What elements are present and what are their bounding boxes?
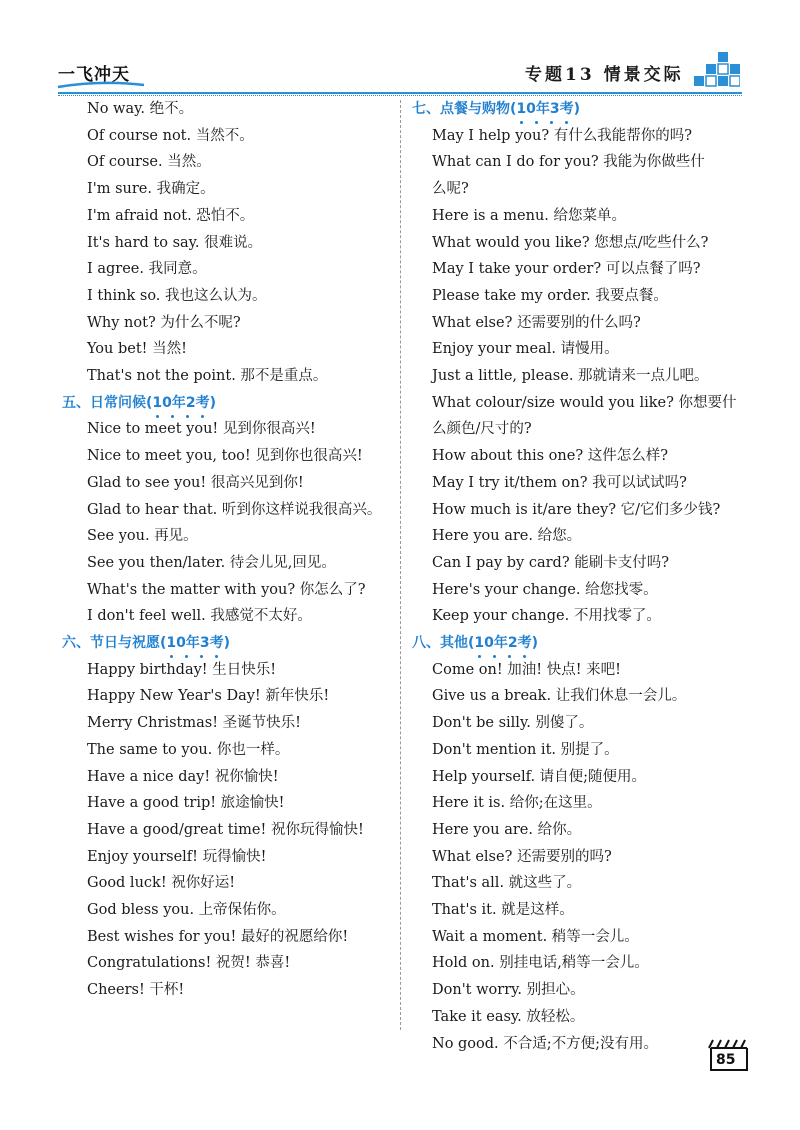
phrase-line: Here it is. 给你;在这里。 bbox=[432, 795, 602, 812]
phrase-line: God bless you. 上帝保佑你。 bbox=[87, 902, 286, 918]
column-divider bbox=[400, 100, 401, 1030]
phrase-line: Here you are. 给您。 bbox=[432, 528, 582, 545]
section-heading: 八、其他(10年2考) bbox=[412, 635, 539, 651]
emphasis-dot bbox=[170, 655, 173, 658]
phrase-line: Of course. 当然。 bbox=[87, 154, 211, 171]
phrase-line: Give us a break. 让我们休息一会儿。 bbox=[432, 688, 687, 705]
phrase-line: Have a nice day! 祝你愉快! bbox=[87, 768, 279, 785]
phrase-line: I agree. 我同意。 bbox=[87, 261, 207, 278]
phrase-line: Cheers! 干杯! bbox=[87, 982, 185, 999]
phrase-line: What's the matter with you? 你怎么了? bbox=[87, 581, 366, 598]
phrase-line: Here's your change. 给您找零。 bbox=[432, 581, 658, 598]
header-dotted-rule bbox=[58, 95, 742, 96]
phrase-line: Keep your change. 不用找零了。 bbox=[432, 608, 661, 625]
section-heading: 五、日常问候(10年2考) bbox=[62, 394, 217, 411]
page-header bbox=[0, 0, 800, 100]
emphasis-dot bbox=[201, 415, 204, 418]
emphasis-dot bbox=[215, 655, 218, 658]
emphasis-dot bbox=[171, 415, 174, 418]
phrase-line: Good luck! 祝你好运! bbox=[87, 875, 236, 892]
emphasis-dot bbox=[523, 655, 526, 658]
emphasis-dot bbox=[535, 121, 538, 124]
phrase-line: Hold on. 别挂电话,稍等一会儿。 bbox=[432, 955, 649, 972]
phrase-line: No good. 不合适;不方便;没有用。 bbox=[432, 1035, 659, 1052]
emphasis-dot bbox=[185, 655, 188, 658]
phrase-line: I think so. 我也这么认为。 bbox=[87, 287, 267, 304]
emphasis-dot bbox=[156, 415, 159, 418]
emphasis-dot bbox=[186, 415, 189, 418]
phrase-line: Wait a moment. 稍等一会儿。 bbox=[432, 928, 639, 945]
phrase-line: Have a good/great time! 祝你玩得愉快! bbox=[87, 821, 364, 838]
phrase-line: Of course not. 当然不。 bbox=[87, 127, 254, 144]
emphasis-dot bbox=[478, 655, 481, 658]
phrase-line: Don't worry. 别担心。 bbox=[432, 982, 585, 999]
phrase-line: Glad to see you! 很高兴见到你! bbox=[87, 474, 304, 491]
phrase-line: See you then/later. 待会儿见,回见。 bbox=[87, 554, 336, 571]
phrase-line: May I help you? 有什么我能帮你的吗? bbox=[432, 127, 692, 144]
phrase-line: I'm afraid not. 恐怕不。 bbox=[87, 207, 255, 224]
phrase-line: May I take your order? 可以点餐了吗? bbox=[432, 261, 701, 278]
section-heading: 七、点餐与购物(10年3考) bbox=[412, 101, 581, 117]
phrase-line: See you. 再见。 bbox=[87, 528, 198, 545]
phrase-line: You bet! 当然! bbox=[87, 341, 187, 358]
header-rule bbox=[58, 92, 742, 94]
phrase-line: Just a little, please. 那就请来一点儿吧。 bbox=[432, 368, 709, 384]
phrase-line: No way. 绝不。 bbox=[87, 101, 194, 117]
phrase-line: Help yourself. 请自便;随便用。 bbox=[432, 768, 647, 785]
phrase-line: What can I do for you? 我能为你做些什 bbox=[432, 154, 705, 171]
phrase-line: Have a good trip! 旅途愉快! bbox=[87, 795, 285, 812]
emphasis-dot bbox=[493, 655, 496, 658]
phrase-line: 么呢? bbox=[432, 181, 469, 198]
phrase-line: Take it easy. 放轻松。 bbox=[432, 1008, 585, 1025]
phrase-line: Don't be silly. 别傻了。 bbox=[432, 715, 594, 732]
phrase-line: What else? 还需要别的什么吗? bbox=[432, 314, 641, 331]
phrase-line: It's hard to say. 很难说。 bbox=[87, 234, 263, 251]
brand-swoosh-icon bbox=[56, 80, 146, 90]
phrase-line: Why not? 为什么不呢? bbox=[87, 314, 241, 331]
phrase-line: Happy New Year's Day! 新年快乐! bbox=[87, 688, 330, 705]
emphasis-dot bbox=[520, 121, 523, 124]
phrase-line: That's it. 就是这样。 bbox=[432, 902, 574, 918]
phrase-line: Here is a menu. 给您菜单。 bbox=[432, 207, 627, 224]
phrase-line: I'm sure. 我确定。 bbox=[87, 181, 215, 198]
phrase-line: Merry Christmas! 圣诞节快乐! bbox=[87, 715, 301, 732]
phrase-line: Glad to hear that. 听到你这样说我很高兴。 bbox=[87, 501, 382, 518]
phrase-line: What else? 还需要别的吗? bbox=[432, 848, 612, 865]
phrase-line: What would you like? 您想点/吃些什么? bbox=[432, 234, 709, 251]
brand-logo-text: 一飞冲天 bbox=[58, 65, 130, 85]
emphasis-dot bbox=[565, 121, 568, 124]
section-heading: 六、节日与祝愿(10年3考) bbox=[62, 635, 231, 651]
phrase-line: I don't feel well. 我感觉不太好。 bbox=[87, 608, 312, 625]
phrase-line: What colour/size would you like? 你想要什 bbox=[432, 394, 737, 411]
phrase-line: Enjoy yourself! 玩得愉快! bbox=[87, 848, 267, 865]
emphasis-dot bbox=[550, 121, 553, 124]
phrase-line: Here you are. 给你。 bbox=[432, 821, 582, 838]
page-number: 85 bbox=[716, 1052, 736, 1068]
phrase-line: How about this one? 这件怎么样? bbox=[432, 448, 668, 465]
phrase-line: Don't mention it. 别提了。 bbox=[432, 741, 619, 758]
checkerboard-icon bbox=[694, 50, 740, 90]
phrase-line: May I try it/them on? 我可以试试吗? bbox=[432, 474, 687, 491]
topic-title: 专题13 情景交际 bbox=[525, 65, 684, 85]
phrase-line: How much is it/are they? 它/它们多少钱? bbox=[432, 501, 721, 518]
phrase-line: The same to you. 你也一样。 bbox=[87, 741, 290, 758]
emphasis-dot bbox=[200, 655, 203, 658]
phrase-line: That's not the point. 那不是重点。 bbox=[87, 368, 328, 384]
phrase-line: Nice to meet you, too! 见到你也很高兴! bbox=[87, 448, 363, 465]
phrase-line: That's all. 就这些了。 bbox=[432, 875, 582, 892]
phrase-line: 么颜色/尺寸的? bbox=[432, 421, 532, 438]
phrase-line: Please take my order. 我要点餐。 bbox=[432, 287, 668, 304]
phrase-line: Happy birthday! 生日快乐! bbox=[87, 661, 277, 678]
phrase-line: Nice to meet you! 见到你很高兴! bbox=[87, 421, 316, 438]
phrase-line: Come on! 加油! 快点! 来吧! bbox=[432, 661, 621, 678]
phrase-line: Can I pay by card? 能刷卡支付吗? bbox=[432, 554, 669, 571]
phrase-line: Best wishes for you! 最好的祝愿给你! bbox=[87, 928, 349, 945]
emphasis-dot bbox=[508, 655, 511, 658]
phrase-line: Congratulations! 祝贺! 恭喜! bbox=[87, 955, 291, 972]
phrase-line: Enjoy your meal. 请慢用。 bbox=[432, 341, 619, 358]
